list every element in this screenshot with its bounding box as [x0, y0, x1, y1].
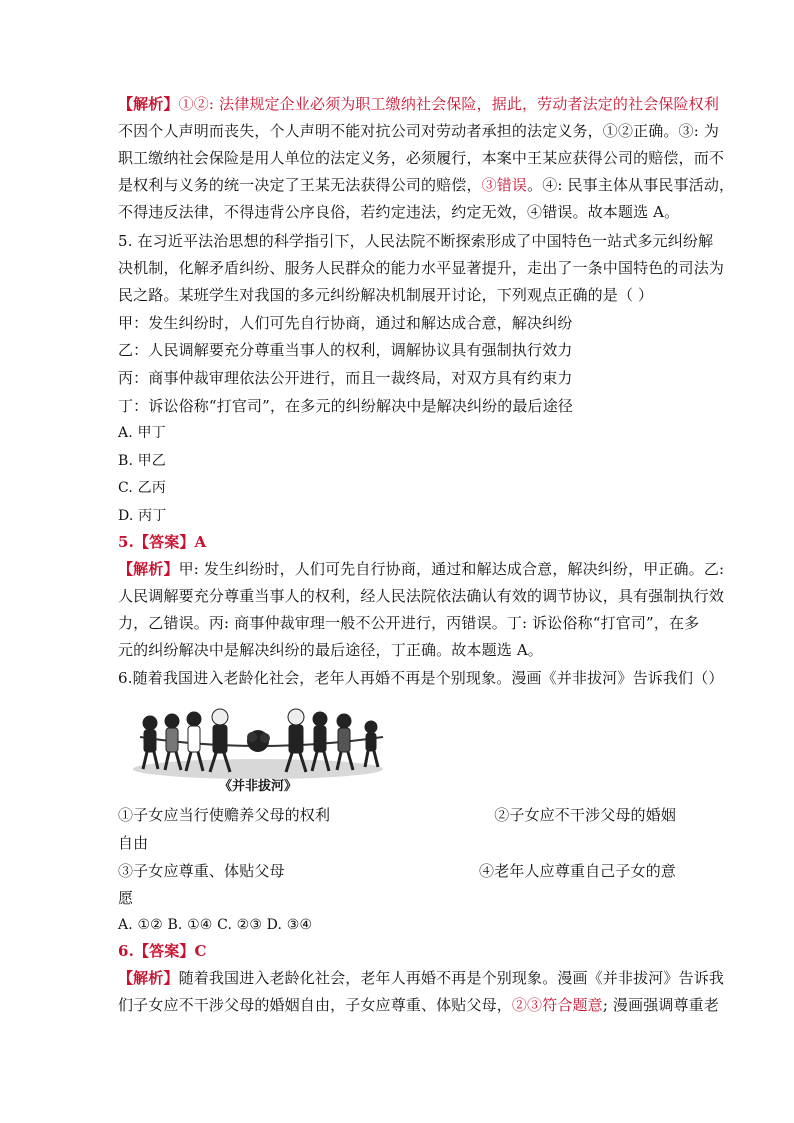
analysis-label: 【解析】 — [118, 95, 179, 113]
analysis-label: 【解析】 — [118, 560, 179, 578]
q6-analysis-line-1: 【解析】随着我国进入老龄化社会，老年人再婚不再是个别现象。漫画《并非拔河》告诉我 — [118, 969, 725, 987]
q6-choices: A. ①② B. ①④ C. ②③ D. ③④ — [118, 917, 313, 933]
q5-statement-yi: 乙：人民调解要充分尊重当事人的权利，调解协议具有强制执行效力 — [118, 341, 573, 359]
q6-option-2-cont: 自由 — [118, 834, 149, 852]
q5-option-a: A. 甲丁 — [118, 425, 166, 441]
q5-analysis-line-1: 【解析】甲: 发生纠纷时，人们可先自行协商，通过和解达成合意，解决纠纷，甲正确。乙: — [118, 560, 725, 578]
q6-answer: 6.【答案】C — [118, 942, 207, 960]
q5-analysis-line-4: 元的纠纷解决中是解决纠纷的最后途径，丁正确。故本题选 A。 — [118, 641, 543, 659]
q4-analysis-line-1: 【解析】①②: 法律规定企业必须为职工缴纳社会保险，据此，劳动者法定的社会保险权利 — [118, 95, 719, 113]
q6-option-4: ④老年人应尊重自己子女的意 — [479, 862, 676, 880]
q5-stem-line-3: 民之路。某班学生对我国的多元纠纷解决机制展开讨论，下列观点正确的是（ ） — [118, 286, 654, 304]
q4-analysis-line-2: 不因个人声明而丧失，个人声明不能对抗公司对劳动者承担的法定义务，①②正确。③: 为 — [118, 122, 719, 140]
q4-analysis-line-4: 是权利与义务的统一决定了王某无法获得公司的赔偿，③错误。④: 民事主体从事民事活动， — [118, 176, 735, 194]
q5-answer: 5.【答案】A — [118, 533, 207, 551]
q5-option-d: D. 丙丁 — [118, 508, 167, 524]
q5-analysis-line-2: 人民调解要充分尊重当事人的权利，经人民法院依法确认有效的调节协议，具有强制执行效 — [118, 587, 725, 605]
q6-option-4-cont: 愿 — [118, 889, 134, 907]
q6-option-3: ③子女应尊重、体贴父母 — [118, 862, 285, 880]
q6-option-2: ②子女应不干涉父母的婚姻 — [494, 806, 676, 824]
analysis-label: 【解析】 — [118, 969, 179, 987]
q5-option-b: B. 甲乙 — [118, 453, 166, 469]
q5-option-c: C. 乙丙 — [118, 480, 166, 496]
q6-option-3-line — [118, 861, 676, 881]
cartoon-caption: 《并非拔河》 — [218, 779, 297, 794]
q4-analysis-line-5: 不得违反法律，不得违背公序良俗，若约定违法，约定无效，④错误。故本题选 A。 — [118, 203, 680, 221]
q6-option-1: ①子女应当行使赡养父母的权利 — [118, 806, 331, 824]
q4-analysis-line-3: 职工缴纳社会保险是用人单位的法定义务，必须履行，本案中王某应获得公司的赔偿，而不 — [118, 149, 725, 167]
q5-statement-bing: 丙：商事仲裁审理依法公开进行，而且一裁终局，对双方具有约束力 — [118, 369, 573, 387]
q5-stem-line-2: 决机制，化解矛盾纠纷、服务人民群众的能力水平显著提升，走出了一条中国特色的司法为 — [118, 259, 725, 277]
q5-statement-jia: 甲：发生纠纷时，人们可先自行协商，通过和解达成合意，解决纠纷 — [118, 314, 573, 332]
q6-analysis-line-2: 们子女应不干涉父母的婚姻自由，子女应尊重、体贴父母，②③符合题意; 漫画强调尊重老 — [118, 996, 719, 1014]
q5-analysis-line-3: 力，乙错误。丙: 商事仲裁审理一般不公开进行，丙错误。丁: 诉讼俗称“打官司”，在多 — [118, 614, 700, 632]
q5-statement-ding: 丁：诉讼俗称“打官司”，在多元的纠纷解决中是解决纠纷的最后途径 — [118, 397, 573, 415]
q6-option-1-line — [118, 805, 676, 825]
q6-stem: 6.随着我国进入老龄化社会，老年人再婚不再是个别现象。漫画《并非拔河》告诉我们（） — [118, 669, 724, 687]
q5-stem-line-1: 5. 在习近平法治思想的科学指引下，人民法院不断探索形成了中国特色一站式多元纠纷解 — [118, 232, 714, 250]
